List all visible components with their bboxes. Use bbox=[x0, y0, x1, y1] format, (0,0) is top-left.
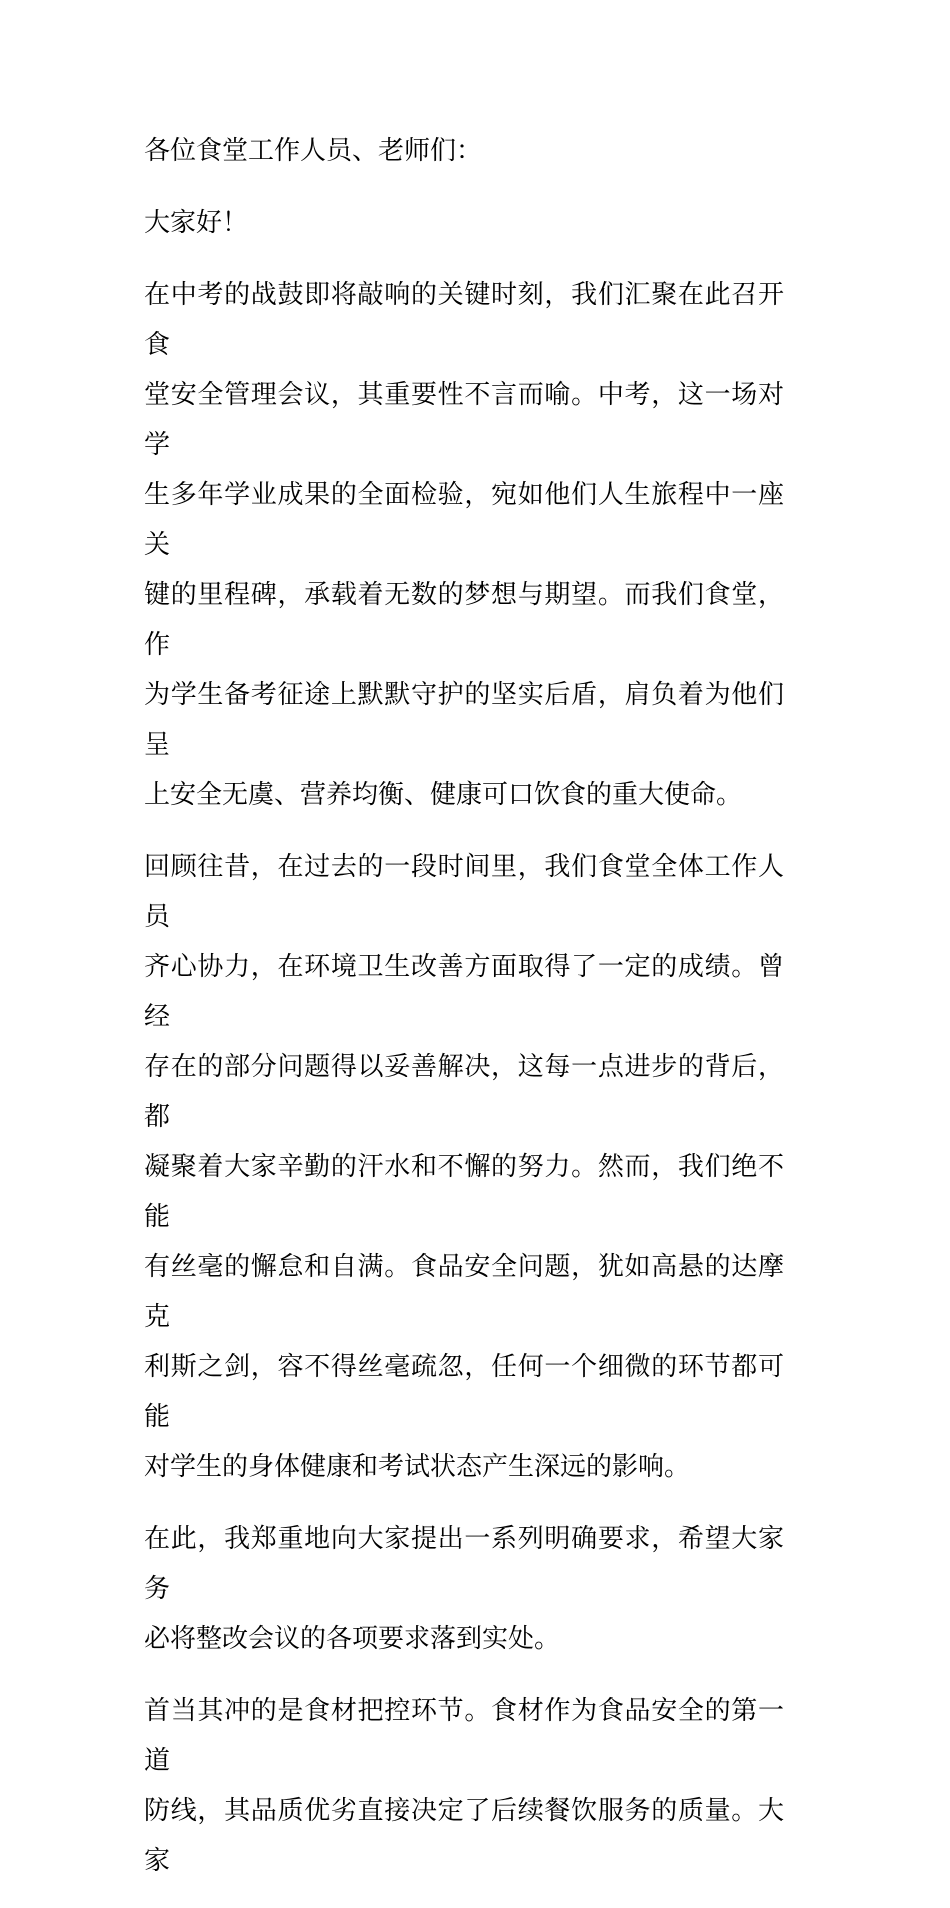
paragraph-4: 首当其冲的是食材把控环节。食材作为食品安全的第一道 防线，其品质优劣直接决定了后续餐饮服务的质量。大家 bbox=[144, 1696, 784, 1876]
paragraph-3: 在此，我郑重地向大家提出一系列明确要求，希望大家务 必将整改会议的各项要求落到实处。 bbox=[144, 1524, 784, 1654]
paragraph-1: 在中考的战鼓即将敲响的关键时刻，我们汇聚在此召开食 堂安全管理会议，其重要性不言而喻。中考，这一场对学 生多年学业成果的全面检验，宛如他们人生旅程中一座关 键的里程碑，承载着无数的梦想与期望。而我们食堂，作 为学生备考征途上默默守护的坚实后盾，肩负着为他们呈 上安全无虞、营养均衡、健康可口饮食的重大使命。 bbox=[144, 280, 784, 810]
salutation: 各位食堂工作人员、老师们： bbox=[144, 136, 483, 166]
paragraph-2: 回顾往昔，在过去的一段时间里，我们食堂全体工作人员 齐心协力，在环境卫生改善方面取得了一定的成绩。曾经 存在的部分问题得以妥善解决，这每一点进步的背后，都 凝聚着大家辛勤的汗水和不懈的努力。然而，我们绝不能 有丝毫的懈怠和自满。食品安全问题，犹如高悬的达摩克 利斯之剑，容不得丝毫疏忽，任何一个细微的环节都可能 对学生的身体健康和考试状态产生深远的影响。 bbox=[144, 852, 784, 1482]
greeting: 大家好！ bbox=[144, 208, 249, 238]
document-body bbox=[144, 126, 784, 1908]
